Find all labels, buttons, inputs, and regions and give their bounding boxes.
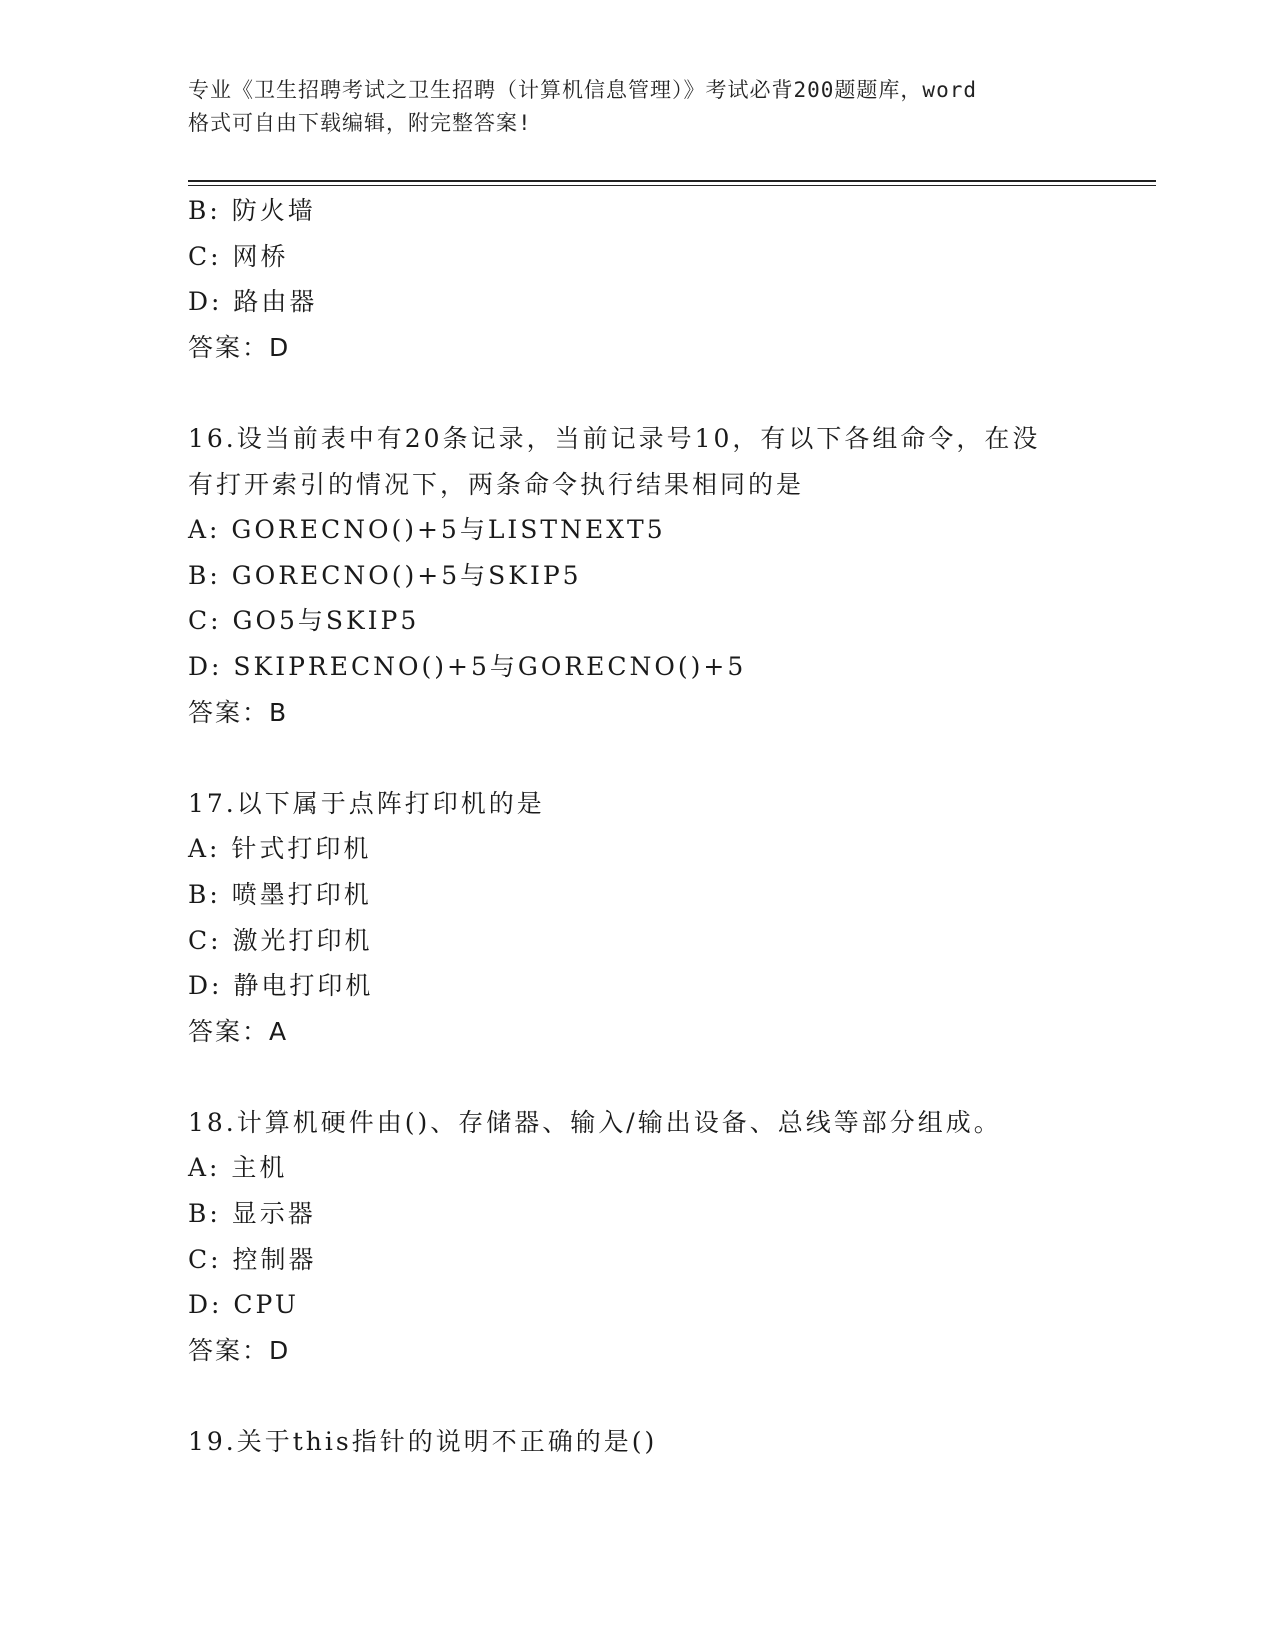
header-line-2: 格式可自由下载编辑，附完整答案! [188,111,532,135]
question-stem-line: 16.设当前表中有20条记录，当前记录号10，有以下各组命令，在没 [188,423,1041,453]
question-stem-line: 19.关于this指针的说明不正确的是() [188,1427,658,1457]
question-block-15 [188,188,1088,370]
option-d: D: SKIPRECNO()+5与GORECNO()+5 [188,651,747,681]
option-b: B: 喷墨打印机 [188,879,372,909]
header-line-1: 专业《卫生招聘考试之卫生招聘（计算机信息管理）》考试必背200题题库，word [188,78,977,102]
question-stem-line: 有打开索引的情况下，两条命令执行结果相同的是 [188,469,805,499]
option-d: D: CPU [188,1290,299,1320]
option-a: A: 主机 [188,1153,288,1183]
question-stem-line: 17.以下属于点阵打印机的是 [188,788,545,818]
answer-line: 答案：A [188,1016,289,1046]
option-c: C: 激光打印机 [188,925,373,955]
question-list [188,188,1088,1465]
option-c: C: 网桥 [188,241,289,271]
answer-line: 答案：D [188,1335,291,1365]
option-d: D: 路由器 [188,287,318,317]
question-block-19 [188,1419,1088,1465]
option-a: A: 针式打印机 [188,834,372,864]
question-block-16 [188,416,1088,735]
option-b: B: 显示器 [188,1199,316,1229]
option-c: C: GO5与SKIP5 [188,606,420,636]
question-stem-line: 18.计算机硬件由()、存储器、输入/输出设备、总线等部分组成。 [188,1107,1002,1137]
option-d: D: 静电打印机 [188,971,374,1001]
answer-line: 答案：D [188,332,291,362]
question-block-17 [188,781,1088,1055]
question-block-18 [188,1100,1088,1374]
option-c: C: 控制器 [188,1244,317,1274]
document-header [188,74,1088,140]
option-b: B: GORECNO()+5与SKIP5 [188,560,582,590]
header-rule-thin [188,185,1156,186]
header-rule [188,180,1156,182]
answer-line: 答案：B [188,697,289,727]
option-b: B: 防火墙 [188,196,316,225]
option-a: A: GORECNO()+5与LISTNEXT5 [188,515,666,545]
